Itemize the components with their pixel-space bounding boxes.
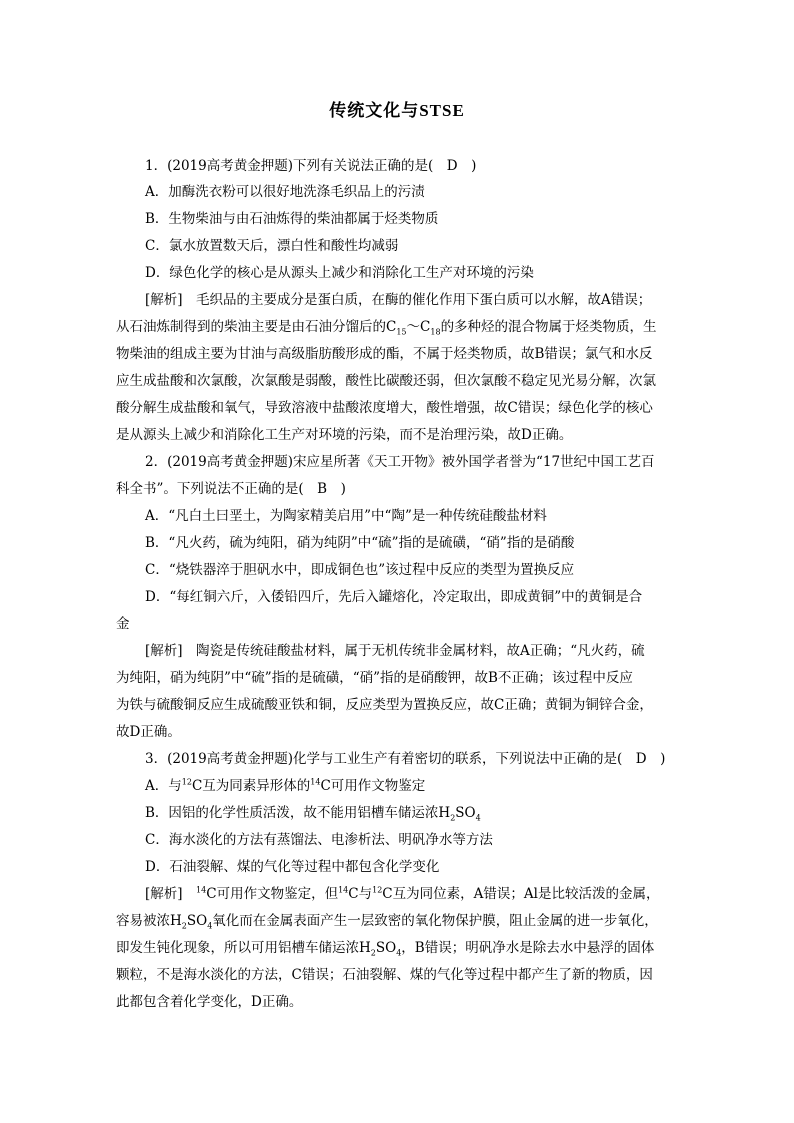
q2-explanation-line: 为纯阳，硝为纯阴”中“硫”指的是硫磺，“硝”指的是硝酸钾，故B不正确；该过程中反应 bbox=[116, 670, 633, 686]
q2-option-d: D．“每红铜六斤，入倭铅四斤，先后入罐熔化，冷定取出，即成黄铜”中的黄铜是合 bbox=[145, 589, 643, 605]
q1-explanation-line: 从石油炼制得到的柴油主要是由石油分馏后的$C_{15}\sim C_{18}$的多种烃的混合物属于烃类物质，生 bbox=[116, 319, 657, 337]
q1-explanation-line: [解析] 毛织品的主要成分是蛋白质，在酶的催化作用下蛋白质可以水解，故A错误； bbox=[145, 292, 652, 308]
q2-explanation-line: 故D正确。 bbox=[116, 724, 181, 740]
q2-option-a: A．“凡白土曰垩土，为陶家精美启用”中“陶”是一种传统硅酸盐材料 bbox=[145, 508, 547, 524]
q3-option-a: A．与$^{12}$C互为同素异形体的$^{14}$C可用作文物鉴定 bbox=[145, 777, 426, 794]
q2-explanation-line: 为铁与硫酸铜反应生成硫酸亚铁和铜，反应类型为置换反应，故C正确；黄铜为铜锌合金， bbox=[116, 697, 653, 713]
q2-explanation-line: [解析] 陶瓷是传统硅酸盐材料，属于无机传统非金属材料，故A正确；“凡火药，硫 bbox=[145, 643, 645, 659]
q1-explanation-line: 酸分解生成盐酸和氧气，导致溶液中盐酸浓度增大，酸性增强，故C错误；绿色化学的核心 bbox=[116, 400, 653, 416]
q1-option-a: A．加酶洗衣粉可以很好地洗涤毛织品上的污渍 bbox=[145, 184, 425, 200]
q3-option-d: D．石油裂解、煤的气化等过程中都包含化学变化 bbox=[145, 859, 440, 875]
q2-stem: 科全书”。下列说法不正确的是( B ) bbox=[116, 481, 346, 497]
q1-explanation-line: 物柴油的组成主要为甘油与高级脂肪酸形成的酯，不属于烃类物质，故B错误；氯气和水反 bbox=[116, 346, 653, 362]
q3-explanation-line: [解析] $^{14}$C可用作文物鉴定，但$^{14}$C与$^{12}$C互为同位素，A错误；Al是比较活泼的金属， bbox=[145, 885, 660, 902]
q3-explanation-line: 颗粒，不是海水淡化的方法，C错误；石油裂解、煤的气化等过程中都产生了新的物质，因 bbox=[116, 967, 653, 983]
q1-option-d: D．绿色化学的核心是从源头上减少和消除化工生产对环境的污染 bbox=[145, 265, 534, 281]
q1-explanation-line: 应生成盐酸和次氯酸，次氯酸是弱酸，酸性比碳酸还弱，但次氯酸不稳定见光易分解，次氯 bbox=[116, 373, 656, 389]
q3-explanation-line: 即发生钝化现象，所以可用铝槽车储运浓$H_2SO_4$，B错误；明矾净水是除去水中悬浮的固体 bbox=[116, 940, 655, 958]
q3-stem: 3．(2019高考黄金押题)化学与工业生产有着密切的联系，下列说法中正确的是( D ) bbox=[145, 751, 666, 767]
q2-option-b: B．“凡火药，硫为纯阳，硝为纯阴”中“硫”指的是硫磺，“硝”指的是硝酸 bbox=[145, 535, 575, 551]
q3-explanation-line: 容易被浓$H_2SO_4$氧化而在金属表面产生一层致密的氧化物保护膜，阻止金属的进一步氧化， bbox=[116, 913, 658, 931]
q2-stem: 2．(2019高考黄金押题)宋应星所著《天工开物》被外国学者誉为“17世纪中国工艺百 bbox=[145, 454, 655, 470]
q1-stem: 1．(2019高考黄金押题)下列有关说法正确的是( D ) bbox=[145, 158, 477, 174]
q1-explanation-line: 是从源头上减少和消除化工生产对环境的污染，而不是治理污染，故D正确。 bbox=[116, 427, 573, 443]
q1-option-b: B．生物柴油与由石油炼得的柴油都属于烃类物质 bbox=[145, 211, 439, 227]
q3-explanation-line: 此都包含着化学变化，D正确。 bbox=[116, 994, 303, 1010]
q3-option-c: C．海水淡化的方法有蒸馏法、电渗析法、明矾净水等方法 bbox=[145, 832, 493, 848]
page-title: 传统文化与STSE bbox=[329, 101, 465, 120]
q2-option-c: C．“烧铁器淬于胆矾水中，即成铜色也”该过程中反应的类型为置换反应 bbox=[145, 562, 575, 578]
q2-option-d: 金 bbox=[116, 616, 130, 632]
q3-option-b: B．因铝的化学性质活泼，故不能用铝槽车储运浓$H_2SO_4$ bbox=[145, 805, 481, 823]
q1-option-c: C．氯水放置数天后，漂白性和酸性均减弱 bbox=[145, 238, 399, 254]
